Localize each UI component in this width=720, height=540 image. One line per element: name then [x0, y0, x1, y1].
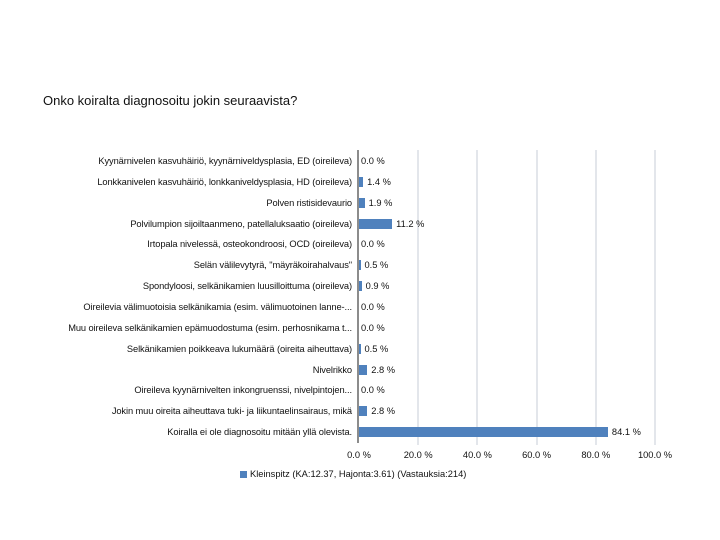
bar — [359, 219, 392, 229]
data-label: 0.0 % — [361, 156, 385, 166]
legend-swatch-icon — [240, 471, 247, 478]
category-label: Polven ristisidevaurio — [266, 197, 352, 208]
category-label: Selän välilevytyrä, "mäyräkoirahalvaus" — [193, 260, 352, 271]
chart-title: Onko koiralta diagnosoitu jokin seuraavista? — [43, 93, 298, 108]
category-label: Oireileva kyynärnivelten inkongruenssi, nivelpintojen... — [134, 385, 352, 396]
data-label: 0.0 % — [361, 385, 385, 396]
x-tick-label: 60.0 % — [522, 450, 552, 460]
data-label: 1.4 % — [367, 176, 391, 187]
gridline — [417, 150, 419, 445]
bar — [359, 177, 363, 187]
bar — [359, 260, 361, 270]
data-label: 84.1 % — [611, 427, 641, 438]
legend — [240, 469, 466, 479]
x-tick-label: 0.0 % — [347, 450, 371, 460]
category-label: Kyynärnivelen kasvuhäiriö, kyynärniveldysplasia, ED (oireileva) — [98, 156, 352, 166]
category-label: Irtopala nivelessä, osteokondroosi, OCD (oireileva) — [147, 239, 352, 250]
x-tick-label: 100.0 % — [637, 450, 673, 460]
y-axis-line — [357, 150, 359, 443]
bar — [359, 365, 367, 375]
bar — [359, 427, 608, 437]
bar — [359, 281, 362, 291]
data-label: 1.9 % — [368, 197, 393, 208]
data-label: 0.9 % — [365, 281, 390, 292]
legend-label: Kleinspitz (KA:12.37, Hajonta:3.61) (Vastauksia:214) — [250, 469, 467, 479]
data-label: 0.0 % — [361, 239, 385, 250]
data-label: 0.0 % — [361, 322, 385, 333]
data-label: 0.5 % — [364, 343, 389, 354]
category-label: Spondyloosi, selkänikamien luusilloittuma (oireileva) — [142, 281, 352, 292]
x-tick-label: 20.0 % — [403, 450, 433, 460]
category-label: Jokin muu oireita aiheuttava tuki- ja liikuntaelinsairaus, mikä — [111, 406, 352, 417]
category-label: Lonkkanivelen kasvuhäiriö, lonkkaniveldysplasia, HD (oireileva) — [97, 176, 352, 187]
category-label: Nivelrikko — [312, 364, 352, 375]
x-tick-label: 40.0 % — [462, 450, 492, 460]
gridline — [654, 150, 656, 445]
x-tick-label: 80.0 % — [581, 450, 611, 460]
data-label: 2.8 % — [371, 364, 396, 375]
data-label: 0.0 % — [361, 301, 385, 312]
gridline — [595, 150, 597, 445]
data-label: 2.8 % — [371, 406, 396, 417]
bar — [359, 198, 365, 208]
category-label: Selkänikamien poikkeava lukumäärä (oireita aiheuttava) — [126, 343, 352, 354]
category-label: Polvilumpion sijoiltaanmeno, patellaluksaatio (oireileva) — [130, 218, 352, 229]
bar — [359, 344, 361, 354]
data-label: 0.5 % — [364, 260, 389, 271]
data-label: 11.2 % — [396, 218, 425, 229]
category-label: Koiralla ei ole diagnosoitu mitään yllä olevista. — [167, 427, 352, 438]
gridline — [536, 150, 538, 445]
gridline — [476, 150, 478, 445]
category-label: Muu oireileva selkänikamien epämuodostuma (esim. perhosnikama t... — [68, 322, 352, 333]
bar — [359, 406, 367, 416]
category-label: Oireilevia välimuotoisia selkänikamia (esim. välimuotoinen lanne-... — [83, 301, 352, 312]
